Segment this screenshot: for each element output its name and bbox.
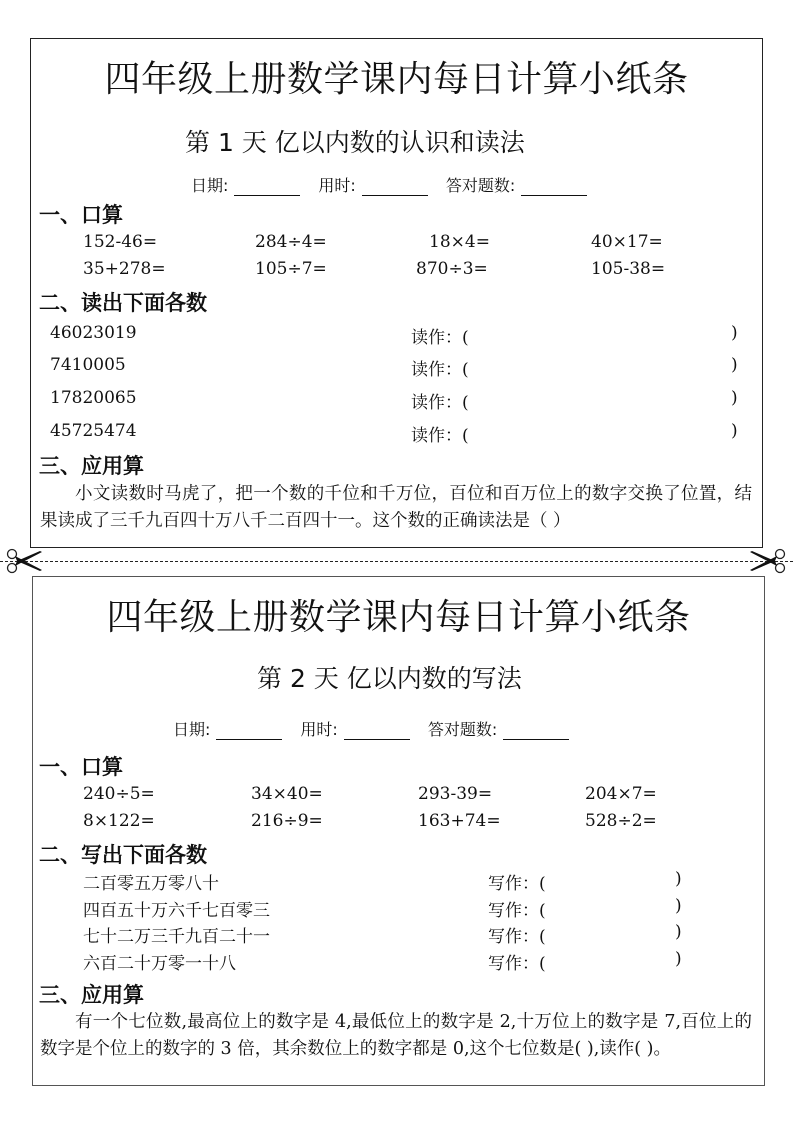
section-heading-read-numbers: 二、读出下面各数 [39, 291, 207, 315]
number-words-item: 六百二十万零一十八 [83, 954, 236, 974]
time-blank[interactable] [362, 177, 428, 196]
score-blank[interactable] [521, 177, 587, 196]
problem: 35+278= [83, 259, 166, 279]
word-problem-text: 有一个七位数,最高位上的数字是 4,最低位上的数字是 2,十万位上的数字是 7,百位上的数字是个位上的数字的 3 倍，其余数位上的数字都是 0,这个七位数是( ),读作( )。 [40, 1012, 752, 1059]
worksheet-slip-day-1 [30, 38, 763, 548]
answer-label: 读作：( [411, 328, 469, 348]
problem: 163+74= [418, 811, 501, 831]
day-title: 第 1 天 亿以内数的认识和读法 [185, 128, 525, 157]
answer-label: 写作：( [488, 954, 546, 974]
answer-label: 读作：( [411, 393, 469, 413]
number-item: 45725474 [50, 421, 137, 441]
number-words-item: 七十二万三千九百二十一 [83, 927, 270, 947]
problem: 528÷2= [585, 811, 657, 831]
problem: 152-46= [83, 232, 158, 252]
answer-close-paren: ) [731, 355, 738, 375]
answer-label: 写作：( [488, 927, 546, 947]
problem: 216÷9= [251, 811, 323, 831]
section-heading-mental-math: 一、口算 [39, 203, 123, 227]
scissors-icon [748, 547, 788, 575]
problem: 34×40= [251, 784, 323, 804]
number-item: 46023019 [50, 323, 137, 343]
cut-line [0, 561, 793, 562]
answer-label: 读作：( [411, 360, 469, 380]
answer-close-paren: ) [675, 922, 682, 942]
score-label: 答对题数: [445, 176, 516, 195]
meta-row [191, 173, 605, 196]
answer-label: 写作：( [488, 901, 546, 921]
problem: 8×122= [83, 811, 155, 831]
date-blank[interactable] [216, 721, 282, 740]
time-label: 用时: [300, 720, 338, 739]
problem: 40×17= [591, 232, 663, 252]
answer-close-paren: ) [675, 949, 682, 969]
section-heading-mental-math: 一、口算 [39, 755, 123, 779]
answer-close-paren: ) [675, 869, 682, 889]
section-heading-word-problem: 三、应用算 [39, 983, 144, 1007]
date-blank[interactable] [234, 177, 300, 196]
answer-close-paren: ) [675, 896, 682, 916]
date-label: 日期: [173, 720, 211, 739]
worksheet-slip-day-2 [32, 576, 765, 1086]
scissors-icon [4, 547, 44, 575]
time-blank[interactable] [344, 721, 410, 740]
problem: 293-39= [418, 784, 493, 804]
answer-close-paren: ) [731, 421, 738, 441]
number-item: 7410005 [50, 355, 126, 375]
word-problem-text: 小文读数时马虎了，把一个数的千位和千万位，百位和百万位上的数字交换了位置，结果读成了三千九百四十万八千二百四十一。这个数的正确读法是（ ） [40, 484, 752, 531]
problem: 105-38= [591, 259, 666, 279]
meta-row [173, 717, 587, 740]
number-words-item: 二百零五万零八十 [83, 874, 219, 894]
answer-label: 写作：( [488, 874, 546, 894]
section-heading-word-problem: 三、应用算 [39, 454, 144, 478]
date-label: 日期: [191, 176, 229, 195]
time-label: 用时: [318, 176, 356, 195]
main-title: 四年级上册数学课内每日计算小纸条 [106, 597, 691, 638]
answer-close-paren: ) [731, 388, 738, 408]
problem: 284÷4= [255, 232, 327, 252]
answer-close-paren: ) [731, 323, 738, 343]
day-title: 第 2 天 亿以内数的写法 [257, 664, 522, 693]
problem: 240÷5= [83, 784, 155, 804]
problem: 870÷3= [416, 259, 488, 279]
problem: 204×7= [585, 784, 657, 804]
score-label: 答对题数: [427, 720, 498, 739]
number-words-item: 四百五十万六千七百零三 [83, 901, 270, 921]
problem: 105÷7= [255, 259, 327, 279]
main-title: 四年级上册数学课内每日计算小纸条 [104, 59, 689, 100]
section-heading-write-numbers: 二、写出下面各数 [39, 843, 207, 867]
answer-label: 读作：( [411, 426, 469, 446]
number-item: 17820065 [50, 388, 137, 408]
score-blank[interactable] [503, 721, 569, 740]
problem: 18×4= [429, 232, 490, 252]
